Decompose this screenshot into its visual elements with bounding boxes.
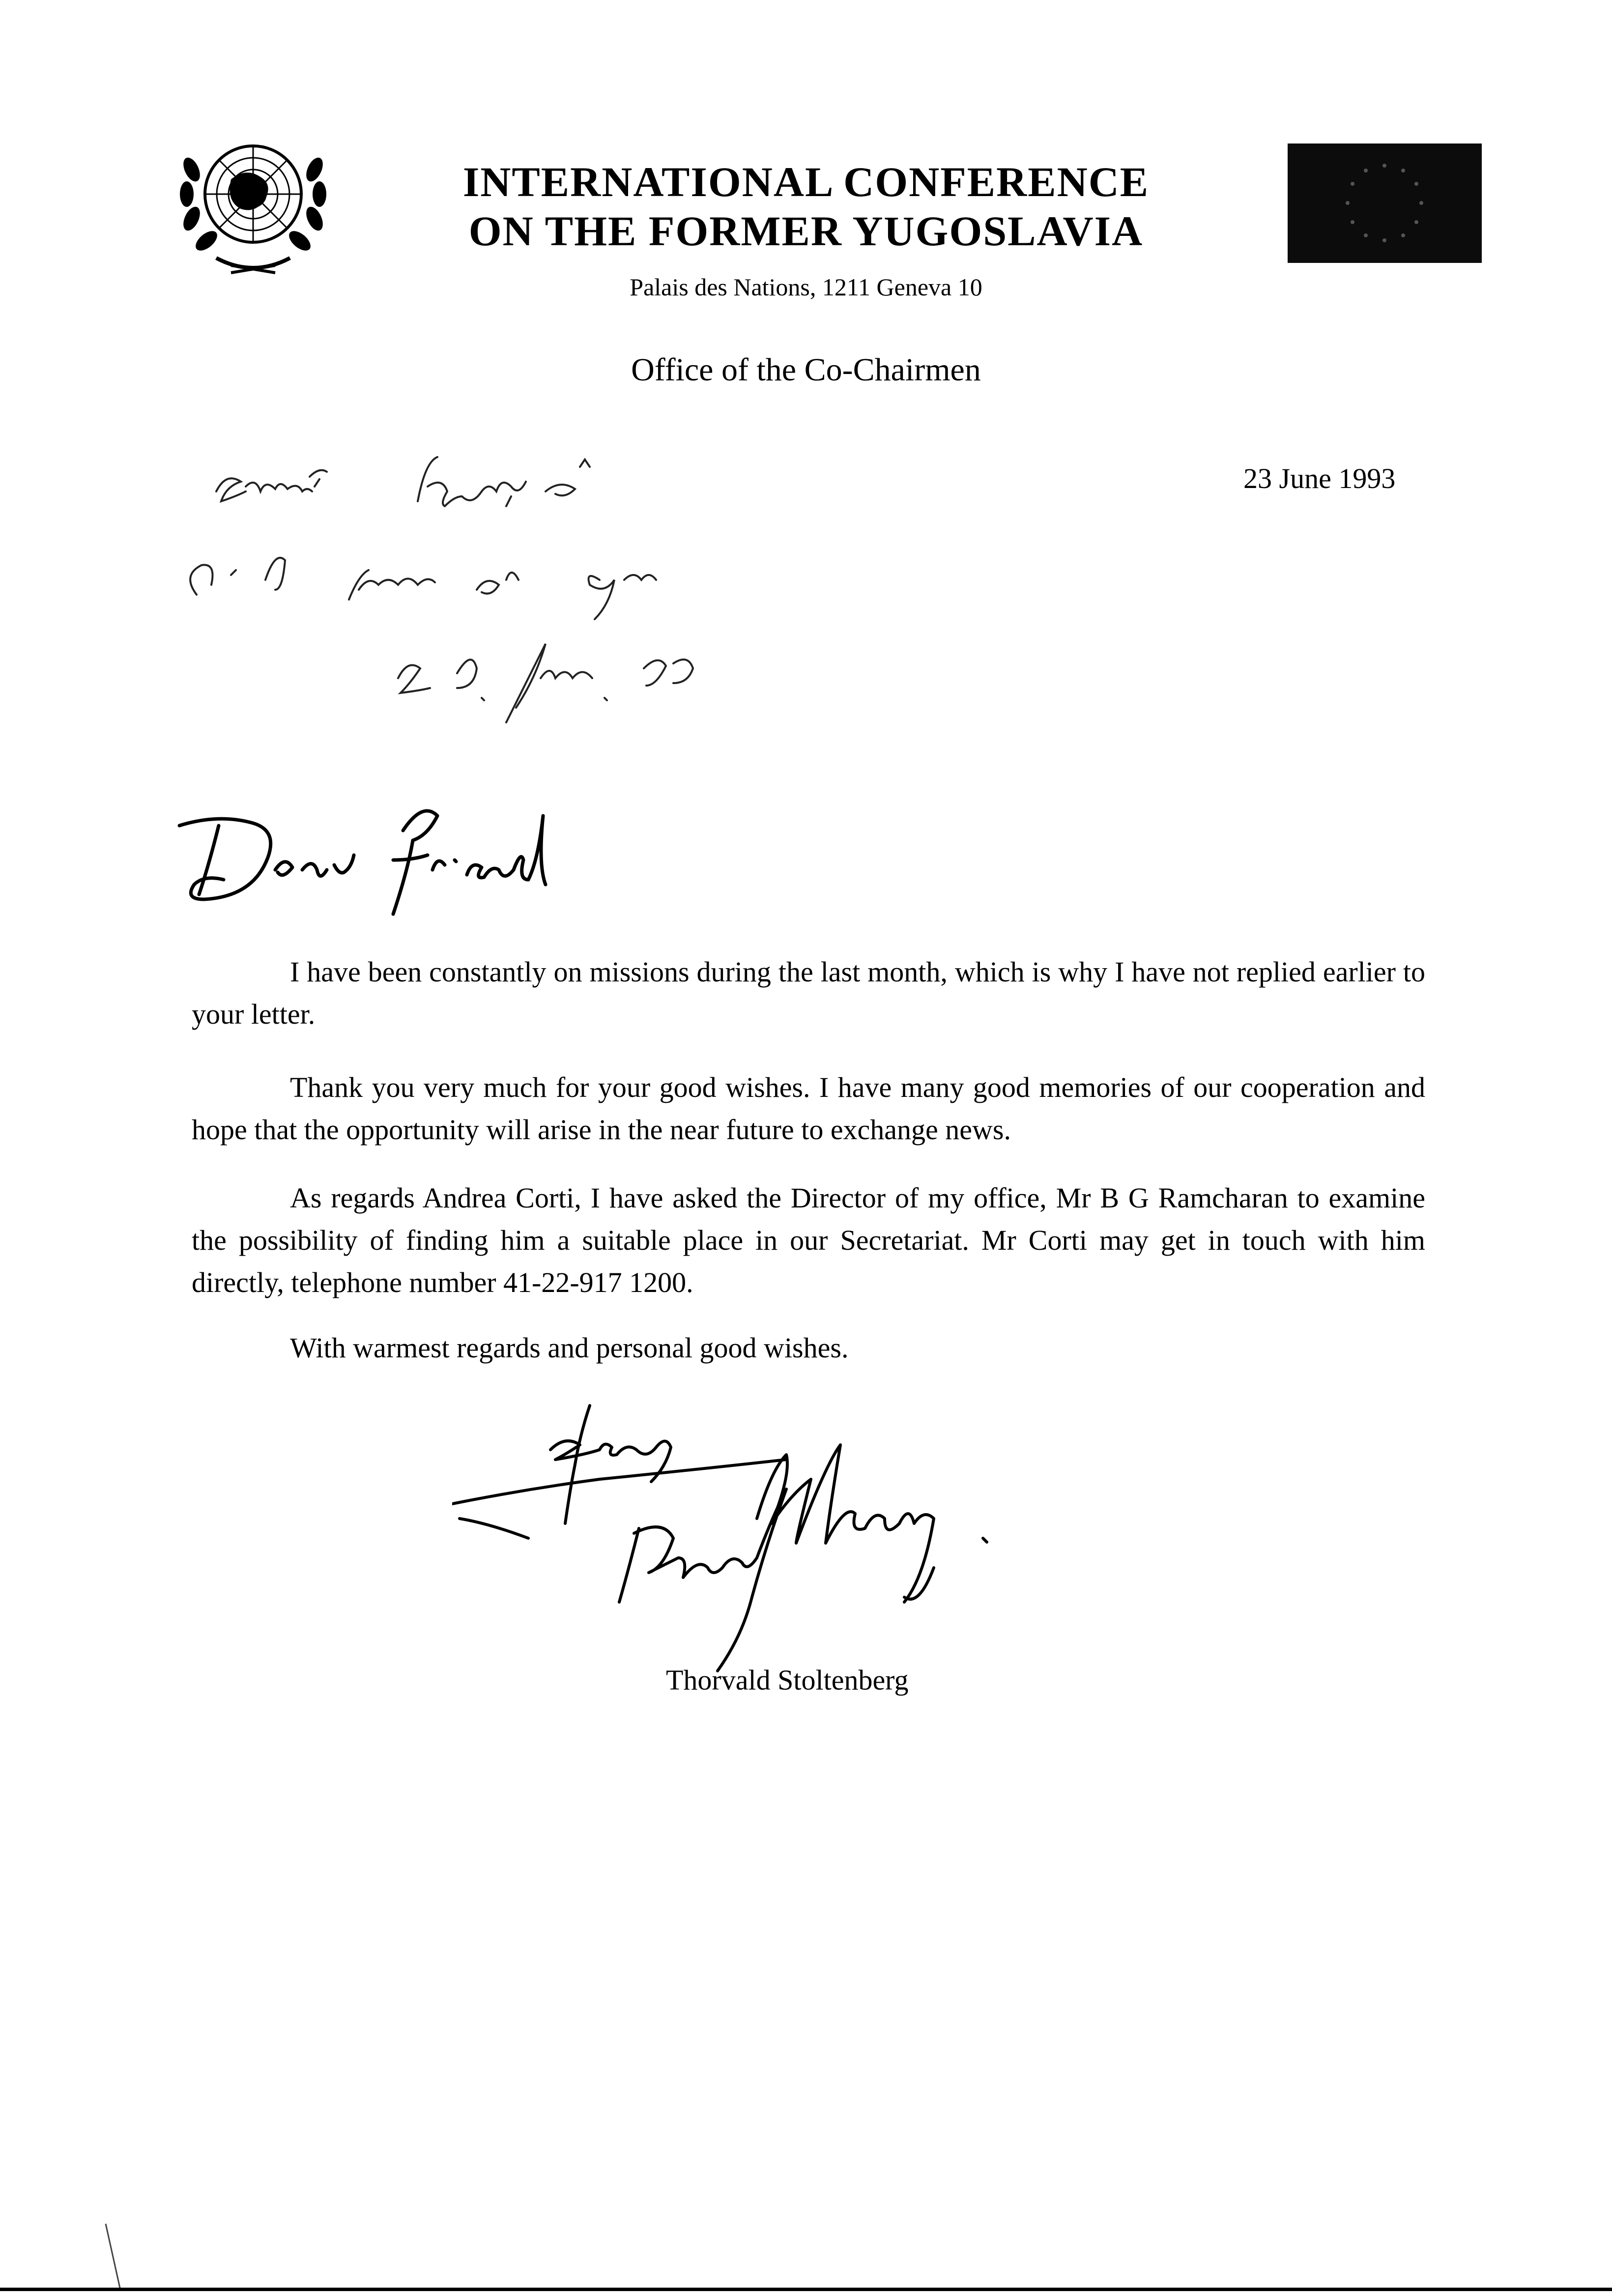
organization-line-2: ON THE FORMER YUGOSLAVIA (468, 207, 1144, 255)
handwritten-note (162, 432, 909, 727)
greeting (172, 796, 639, 944)
letter-date: 23 June 1993 (1243, 462, 1396, 494)
closing-line: With warmest regards and personal good wishes. (290, 1332, 849, 1364)
bottom-rule (0, 2288, 1612, 2291)
signer-name: Thorvald Stoltenberg (666, 1664, 909, 1696)
handwritten-signature (452, 1391, 1180, 1710)
scan-mark (101, 2221, 130, 2295)
body-paragraph-3-text: As regards Andrea Corti, I have asked the Director of my office, Mr B G Ramcharan to examine the possibility of finding him a suitable place in our Secretariat. Mr Corti may get in touch with him directly, telephone number 41-22-917 1200. (192, 1182, 1425, 1298)
body-paragraph-2 (192, 1066, 1425, 1151)
office-title: Office of the Co-Chairmen (631, 352, 981, 388)
body-paragraph-3 (192, 1177, 1425, 1304)
eu-flag-icon (1288, 144, 1482, 263)
body-paragraph-1-text: I have been constantly on missions during the last month, which is why I have not replied earlier to your letter. (192, 956, 1425, 1030)
body-paragraph-1 (192, 951, 1425, 1035)
address: Palais des Nations, 1211 Geneva 10 (630, 273, 982, 301)
body-paragraph-2-text: Thank you very much for your good wishes. I have many good memories of our cooperation and hope that the opportunity will arise in the near future to exchange news. (192, 1071, 1425, 1146)
organization-line-1: INTERNATIONAL CONFERENCE (462, 158, 1150, 205)
un-emblem-icon (172, 125, 334, 283)
